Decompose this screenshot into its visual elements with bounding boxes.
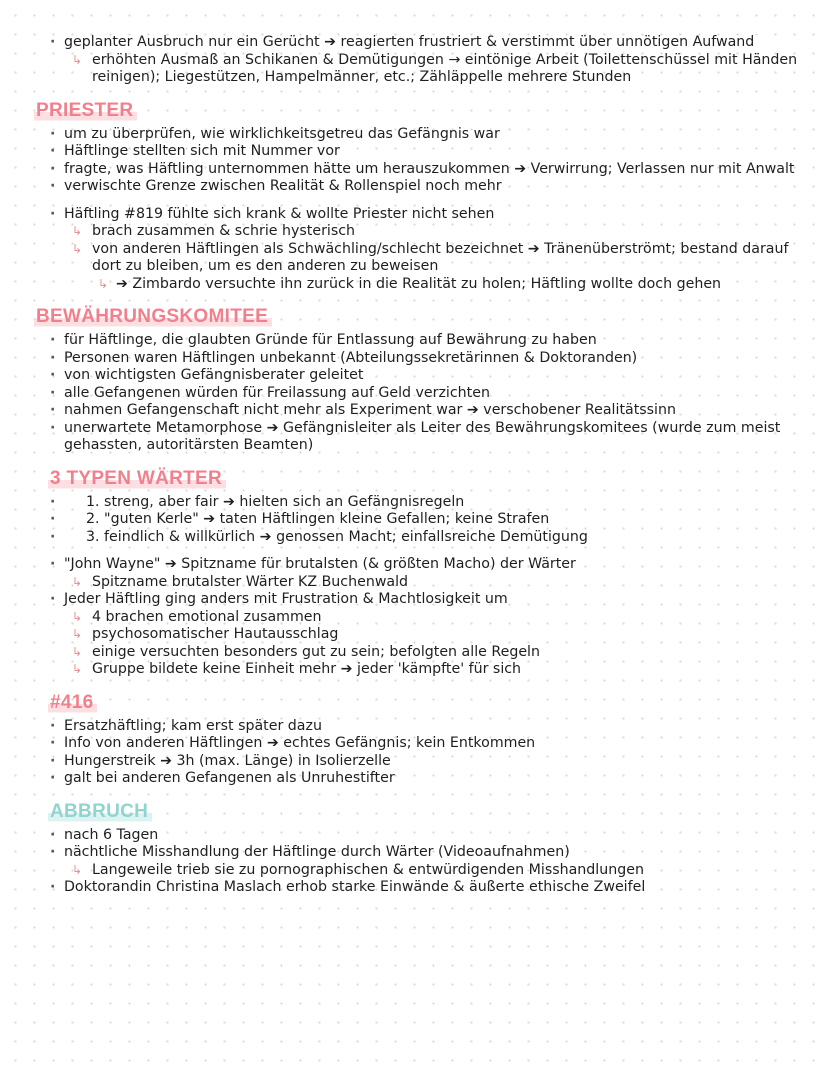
list-item: · "John Wayne" ➔ Spitzname für brutalsten (& größten Macho) der Wärter <box>34 556 798 574</box>
abbruch-section <box>34 800 798 897</box>
list-item: · um zu überprüfen, wie wirklichkeitsgetreu das Gefängnis war <box>34 126 798 144</box>
list-item: · von wichtigsten Gefängnisberater geleitet <box>34 367 798 385</box>
list-item: · alle Gefangenen würden für Freilassung auf Geld verzichten <box>34 385 798 403</box>
list-item: · Häftlinge stellten sich mit Nummer vor <box>34 143 798 161</box>
section-heading-416: #416 <box>48 691 97 715</box>
list-item: · nahmen Gefangenschaft nicht mehr als Experiment war ➔ verschobener Realitätssinn <box>34 402 798 420</box>
list-item: · Jeder Häftling ging anders mit Frustration & Machtlosigkeit um <box>34 591 798 609</box>
numbered-item: · 2. "guten Kerle" ➔ taten Häftlingen kleine Gefallen; keine Strafen <box>34 511 798 529</box>
sub-sub-item: ↳ ➔ Zimbardo versuchte ihn zurück in die Realität zu holen; Häftling wollte doch gehen <box>34 276 798 294</box>
section-heading-waerter: 3 TYPEN WÄRTER <box>48 467 226 491</box>
list-item: · Info von anderen Häftlingen ➔ echtes Gefängnis; kein Entkommen <box>34 735 798 753</box>
spacer <box>34 196 798 206</box>
numbered-item: · 3. feindlich & willkürlich ➔ genossen Macht; einfallsreiche Demütigung <box>34 529 798 547</box>
sub-item: ↳ Langeweile trieb sie zu pornographischen & entwürdigenden Misshandlungen <box>34 862 798 880</box>
sub-item: ↳ einige versuchten besonders gut zu sein; befolgten alle Regeln <box>34 644 798 662</box>
list-item: · fragte, was Häftling unternommen hätte um herauszukommen ➔ Verwirrung; Verlassen nur mit Anwalt <box>34 161 798 179</box>
sub-item: ↳ Gruppe bildete keine Einheit mehr ➔ jeder 'kämpfte' für sich <box>34 661 798 679</box>
list-item: · Ersatzhäftling; kam erst später dazu <box>34 718 798 736</box>
numbered-item: · 1. streng, aber fair ➔ hielten sich an Gefängnisregeln <box>34 494 798 512</box>
section-heading-priester: PRIESTER <box>34 99 137 123</box>
section-heading-abbruch: ABBRUCH <box>48 800 152 824</box>
intro-section <box>34 34 798 87</box>
list-item: · Personen waren Häftlingen unbekannt (Abteilungssekretärinnen & Doktoranden) <box>34 350 798 368</box>
sub-item: ↳ psychosomatischer Hautausschlag <box>34 626 798 644</box>
sub-item: ↳ erhöhten Ausmaß an Schikanen & Demütigungen → eintönige Arbeit (Toilettenschüssel mit Händen reinigen); Liegestützen, Hampelmänner, etc.; Zähläppelle mehrere Stunden <box>34 52 798 87</box>
sub-item: ↳ Spitzname brutalster Wärter KZ Buchenwald <box>34 574 798 592</box>
sub-item: ↳ von anderen Häftlingen als Schwächling/schlecht bezeichnet ➔ Tränenüberströmt; bestand darauf dort zu bleiben, um es den anderen zu beweisen <box>34 241 798 276</box>
priester-section <box>34 99 798 294</box>
waerter-section <box>34 467 798 679</box>
list-item: · Häftling #819 fühlte sich krank & wollte Priester nicht sehen <box>34 206 798 224</box>
list-item: · nach 6 Tagen <box>34 827 798 845</box>
sub-item: ↳ 4 brachen emotional zusammen <box>34 609 798 627</box>
sub-item: ↳ brach zusammen & schrie hysterisch <box>34 223 798 241</box>
section-heading-komitee: BEWÄHRUNGSKOMITEE <box>34 305 272 329</box>
list-item: · Doktorandin Christina Maslach erhob starke Einwände & äußerte ethische Zweifel <box>34 879 798 897</box>
spacer <box>34 546 798 556</box>
list-item: · unerwartete Metamorphose ➔ Gefängnisleiter als Leiter des Bewährungskomitees (wurde zum meist gehassten, autoritärsten Beamten) <box>34 420 798 455</box>
list-item: · verwischte Grenze zwischen Realität & Rollenspiel noch mehr <box>34 178 798 196</box>
komitee-section <box>34 305 798 455</box>
list-item: · für Häftlinge, die glaubten Gründe für Entlassung auf Bewährung zu haben <box>34 332 798 350</box>
list-item: · galt bei anderen Gefangenen als Unruhestifter <box>34 770 798 788</box>
list-item: · geplanter Ausbruch nur ein Gerücht ➔ reagierten frustriert & verstimmt über unnötigen Aufwand <box>34 34 798 52</box>
list-item: · nächtliche Misshandlung der Häftlinge durch Wärter (Videoaufnahmen) <box>34 844 798 862</box>
h416-section <box>34 691 798 788</box>
list-item: · Hungerstreik ➔ 3h (max. Länge) in Isolierzelle <box>34 753 798 771</box>
